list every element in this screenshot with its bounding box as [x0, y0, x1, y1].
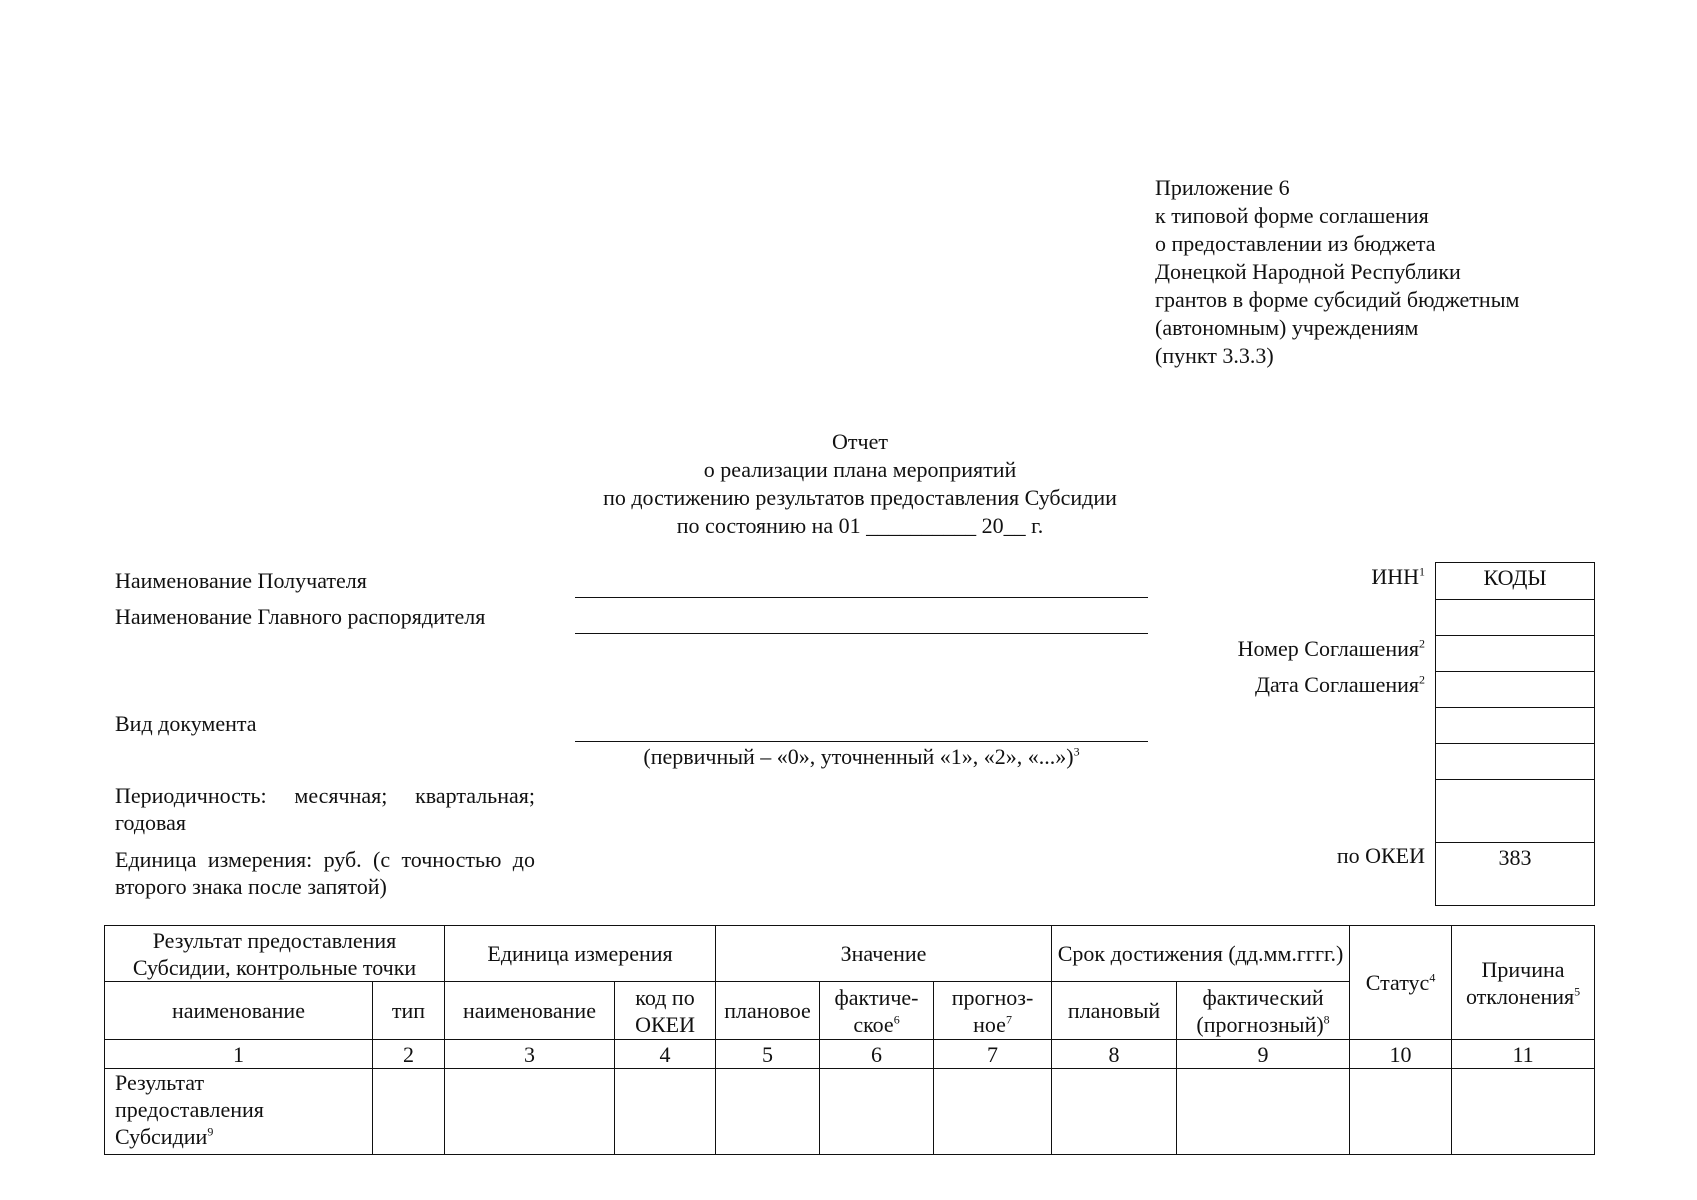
document-type-field[interactable] — [575, 741, 1148, 742]
agreement-number-text: Номер Соглашения — [1237, 636, 1419, 661]
code-cell[interactable] — [1436, 707, 1594, 743]
row-title-text: Результат предоставления Субсидии — [115, 1070, 264, 1149]
codes-header: КОДЫ — [1483, 565, 1547, 590]
periodicity-label: Периодичность: месячная; квартальная; годовая — [115, 783, 535, 835]
footnote-ref: 2 — [1419, 636, 1425, 651]
title-line: о реализации плана мероприятий — [703, 457, 1017, 482]
agreement-date-label — [1100, 672, 1425, 698]
agreement-number-code-cell[interactable] — [1436, 635, 1594, 671]
document-type-label: Вид документа — [115, 711, 257, 736]
footnote-ref: 3 — [1073, 744, 1080, 759]
header-status-text: Статус — [1365, 970, 1430, 995]
okei-code-cell: 383 — [1436, 842, 1594, 905]
subheader-unit-name: наименование — [445, 982, 615, 1040]
appendix-line: о предоставлении из бюджета — [1155, 231, 1436, 256]
table-header-row — [105, 926, 1595, 982]
row-title — [105, 1069, 373, 1155]
document-type-code-cell[interactable] — [1436, 743, 1594, 779]
cell-unit-name[interactable] — [445, 1069, 615, 1155]
appendix-block — [1155, 174, 1595, 370]
header-term: Срок достижения (дд.мм.гггг.) — [1052, 926, 1350, 982]
subheader-term-actual — [1177, 982, 1350, 1040]
subheader-planned: плановое — [716, 982, 820, 1040]
column-number: 7 — [934, 1040, 1052, 1069]
footnote-ref: 7 — [1005, 1012, 1012, 1027]
cell-type[interactable] — [373, 1069, 445, 1155]
table-row — [105, 1069, 1595, 1155]
codes-box — [1435, 562, 1595, 906]
header-result: Результат предоставления Субсидии, контрольные точки — [105, 926, 445, 982]
subheader-name: наименование — [105, 982, 373, 1040]
header-status — [1350, 926, 1452, 1040]
subheader-term-planned: плановый — [1052, 982, 1177, 1040]
subheader-forecast — [934, 982, 1052, 1040]
column-number: 8 — [1052, 1040, 1177, 1069]
appendix-line: Донецкой Народной Республики — [1155, 259, 1461, 284]
cell-forecast[interactable] — [934, 1069, 1052, 1155]
subheader-type: тип — [373, 982, 445, 1040]
footnote-ref: 5 — [1574, 984, 1581, 999]
document-type-hint-text: (первичный – «0», уточненный «1», «2», «...») — [643, 744, 1074, 769]
subheader-actual-text: фактиче-ское — [834, 984, 919, 1037]
cell-planned[interactable] — [716, 1069, 820, 1155]
column-number: 10 — [1350, 1040, 1452, 1069]
agreement-date-code-cell[interactable] — [1436, 671, 1594, 707]
header-reason-text: Причина отклонения — [1465, 956, 1575, 1009]
column-number: 1 — [105, 1040, 373, 1069]
appendix-line: (пункт 3.3.3) — [1155, 343, 1274, 368]
header-value: Значение — [716, 926, 1052, 982]
header-unit: Единица измерения — [445, 926, 716, 982]
appendix-line: Приложение 6 — [1155, 175, 1290, 200]
cell-status[interactable] — [1350, 1069, 1452, 1155]
appendix-line: (автономным) учреждениям — [1155, 315, 1419, 340]
column-number: 5 — [716, 1040, 820, 1069]
header-reason — [1452, 926, 1595, 1040]
title-line: Отчет — [832, 429, 888, 454]
subheader-actual — [820, 982, 934, 1040]
subheader-forecast-text: прогноз-ное — [951, 984, 1034, 1037]
subheader-term-actual-text: фактический (прогнозный) — [1196, 984, 1324, 1037]
footnote-ref: 2 — [1419, 672, 1425, 687]
footnote-ref: 1 — [1419, 564, 1425, 579]
cell-term-planned[interactable] — [1052, 1069, 1177, 1155]
agreement-date-text: Дата Соглашения — [1254, 672, 1419, 697]
title-line: по достижению результатов предоставления Субсидии — [603, 485, 1117, 510]
cell-term-actual[interactable] — [1177, 1069, 1350, 1155]
cell-reason[interactable] — [1452, 1069, 1595, 1155]
inn-label-text: ИНН — [1371, 564, 1419, 589]
report-title — [480, 428, 1240, 540]
okei-label: по ОКЕИ — [1336, 843, 1425, 868]
column-number: 6 — [820, 1040, 934, 1069]
title-line: по состоянию на 01 __________ 20__ г. — [676, 513, 1044, 538]
column-number: 11 — [1452, 1040, 1595, 1069]
column-number: 2 — [373, 1040, 445, 1069]
footnote-ref: 9 — [207, 1124, 214, 1139]
appendix-line: к типовой форме соглашения — [1155, 203, 1429, 228]
footnote-ref: 8 — [1323, 1012, 1330, 1027]
footnote-ref: 4 — [1429, 970, 1436, 985]
periodicity-code-cell[interactable] — [1436, 779, 1594, 842]
cell-okei-code[interactable] — [615, 1069, 716, 1155]
inn-label — [1180, 564, 1425, 590]
column-number: 9 — [1177, 1040, 1350, 1069]
document-type-hint — [575, 744, 1148, 770]
column-number: 4 — [615, 1040, 716, 1069]
agreement-number-label — [1100, 636, 1425, 662]
results-table — [104, 925, 1595, 1155]
column-number-row — [105, 1040, 1595, 1069]
footnote-ref: 6 — [893, 1012, 900, 1027]
chief-manager-label: Наименование Главного распорядителя — [115, 604, 486, 629]
chief-manager-field[interactable] — [575, 633, 1148, 634]
recipient-label: Наименование Получателя — [115, 568, 367, 593]
recipient-field[interactable] — [575, 597, 1148, 598]
subheader-okei-code: код по ОКЕИ — [615, 982, 716, 1040]
appendix-line: грантов в форме субсидий бюджетным — [1155, 287, 1520, 312]
inn-code-cell[interactable] — [1436, 599, 1594, 635]
cell-actual[interactable] — [820, 1069, 934, 1155]
units-label: Единица измерения: руб. (с точностью до второго знака после запятой) — [115, 847, 535, 899]
column-number: 3 — [445, 1040, 615, 1069]
